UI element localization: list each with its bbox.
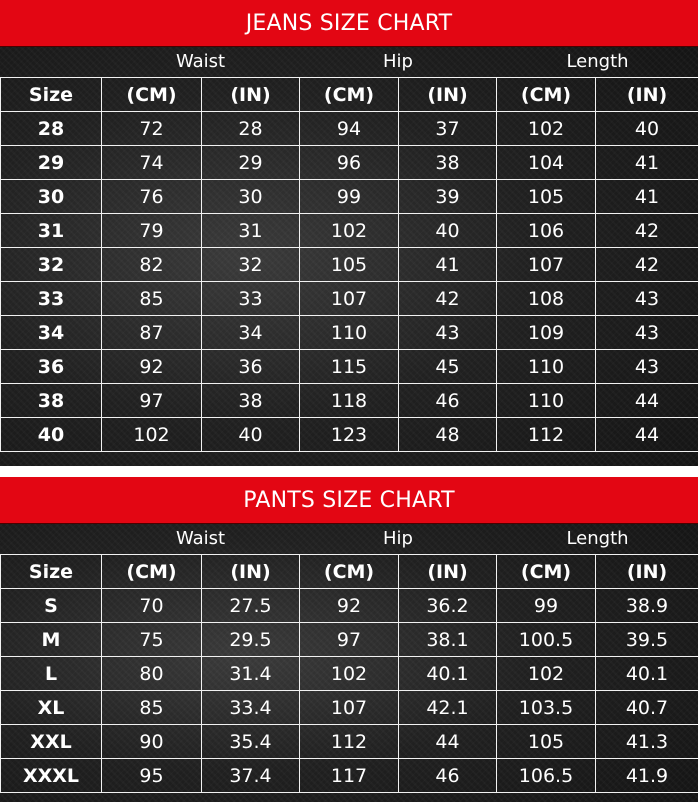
waist-cm-cell: 92 xyxy=(102,350,202,384)
waist-cm-cell: 74 xyxy=(102,146,202,180)
table-row xyxy=(1,214,698,248)
waist-in-cell: 36 xyxy=(202,350,300,384)
waist-in-cell: 37.4 xyxy=(202,759,300,793)
waist-in-cell: 29 xyxy=(202,146,300,180)
hip-cm-cell: 99 xyxy=(300,180,399,214)
waist-in-cell: 34 xyxy=(202,316,300,350)
size-cell: 34 xyxy=(1,316,102,350)
column-header-waist-cm: (CM) xyxy=(102,78,202,112)
length-cm-cell: 105 xyxy=(497,180,596,214)
waist-cm-cell: 97 xyxy=(102,384,202,418)
length-cm-cell: 102 xyxy=(497,112,596,146)
length-cm-cell: 99 xyxy=(497,589,596,623)
hip-in-cell: 40 xyxy=(399,214,497,248)
length-cm-cell: 112 xyxy=(497,418,596,452)
waist-in-cell: 31.4 xyxy=(202,657,300,691)
table-row xyxy=(1,316,698,350)
hip-in-cell: 39 xyxy=(399,180,497,214)
length-in-cell: 43 xyxy=(596,282,698,316)
length-cm-cell: 107 xyxy=(497,248,596,282)
hip-in-cell: 46 xyxy=(399,384,497,418)
hip-cm-cell: 107 xyxy=(300,282,399,316)
waist-cm-cell: 72 xyxy=(102,112,202,146)
table-row xyxy=(1,725,698,759)
waist-in-cell: 30 xyxy=(202,180,300,214)
group-header-hip: Hip xyxy=(383,528,413,549)
column-header-hip-in: (IN) xyxy=(399,78,497,112)
hip-in-cell: 45 xyxy=(399,350,497,384)
waist-in-cell: 31 xyxy=(202,214,300,248)
length-cm-cell: 100.5 xyxy=(497,623,596,657)
hip-in-cell: 42.1 xyxy=(399,691,497,725)
waist-cm-cell: 85 xyxy=(102,282,202,316)
length-in-cell: 38.9 xyxy=(596,589,698,623)
group-header-hip: Hip xyxy=(383,51,413,72)
hip-cm-cell: 123 xyxy=(300,418,399,452)
table-row xyxy=(1,350,698,384)
column-header-hip-in: (IN) xyxy=(399,555,497,589)
pants-table-body xyxy=(1,589,698,793)
length-cm-cell: 104 xyxy=(497,146,596,180)
hip-in-cell: 37 xyxy=(399,112,497,146)
hip-cm-cell: 105 xyxy=(300,248,399,282)
hip-in-cell: 48 xyxy=(399,418,497,452)
waist-cm-cell: 80 xyxy=(102,657,202,691)
group-header-length: Length xyxy=(566,528,629,549)
table-row xyxy=(1,146,698,180)
waist-cm-cell: 70 xyxy=(102,589,202,623)
hip-cm-cell: 102 xyxy=(300,214,399,248)
hip-cm-cell: 112 xyxy=(300,725,399,759)
hip-cm-cell: 92 xyxy=(300,589,399,623)
hip-in-cell: 38.1 xyxy=(399,623,497,657)
length-in-cell: 40.7 xyxy=(596,691,698,725)
length-cm-cell: 103.5 xyxy=(497,691,596,725)
jeans-chart-title: JEANS SIZE CHART xyxy=(0,0,698,47)
size-cell: S xyxy=(1,589,102,623)
waist-cm-cell: 95 xyxy=(102,759,202,793)
waist-in-cell: 27.5 xyxy=(202,589,300,623)
hip-in-cell: 46 xyxy=(399,759,497,793)
column-header-row xyxy=(1,555,698,589)
column-header-length-in: (IN) xyxy=(596,78,698,112)
group-header-waist: Waist xyxy=(175,51,226,72)
waist-cm-cell: 82 xyxy=(102,248,202,282)
hip-cm-cell: 97 xyxy=(300,623,399,657)
size-cell: 31 xyxy=(1,214,102,248)
length-cm-cell: 106.5 xyxy=(497,759,596,793)
table-row xyxy=(1,180,698,214)
jeans-size-table xyxy=(0,46,698,452)
column-header-hip-cm: (CM) xyxy=(300,78,399,112)
waist-in-cell: 28 xyxy=(202,112,300,146)
length-in-cell: 44 xyxy=(596,418,698,452)
hip-cm-cell: 117 xyxy=(300,759,399,793)
hip-in-cell: 36.2 xyxy=(399,589,497,623)
length-cm-cell: 108 xyxy=(497,282,596,316)
table-row xyxy=(1,623,698,657)
hip-in-cell: 41 xyxy=(399,248,497,282)
table-row xyxy=(1,112,698,146)
length-in-cell: 41 xyxy=(596,180,698,214)
waist-cm-cell: 102 xyxy=(102,418,202,452)
hip-cm-cell: 110 xyxy=(300,316,399,350)
hip-cm-cell: 96 xyxy=(300,146,399,180)
size-cell: 36 xyxy=(1,350,102,384)
waist-in-cell: 40 xyxy=(202,418,300,452)
length-cm-cell: 105 xyxy=(497,725,596,759)
table-row xyxy=(1,384,698,418)
table-row xyxy=(1,657,698,691)
column-header-size: Size xyxy=(1,555,102,589)
column-header-row xyxy=(1,78,698,112)
group-header-row xyxy=(1,523,698,555)
column-header-hip-cm: (CM) xyxy=(300,555,399,589)
pants-size-table xyxy=(0,523,698,793)
table-row xyxy=(1,691,698,725)
group-header-waist: Waist xyxy=(175,528,226,549)
hip-cm-cell: 115 xyxy=(300,350,399,384)
column-header-length-cm: (CM) xyxy=(497,78,596,112)
table-row xyxy=(1,589,698,623)
table-row xyxy=(1,418,698,452)
size-cell: 40 xyxy=(1,418,102,452)
hip-cm-cell: 102 xyxy=(300,657,399,691)
length-in-cell: 39.5 xyxy=(596,623,698,657)
waist-in-cell: 35.4 xyxy=(202,725,300,759)
waist-in-cell: 33.4 xyxy=(202,691,300,725)
size-cell: L xyxy=(1,657,102,691)
length-in-cell: 42 xyxy=(596,248,698,282)
hip-cm-cell: 107 xyxy=(300,691,399,725)
waist-cm-cell: 90 xyxy=(102,725,202,759)
waist-cm-cell: 87 xyxy=(102,316,202,350)
pants-chart-title: PANTS SIZE CHART xyxy=(0,477,698,524)
column-header-waist-in: (IN) xyxy=(202,555,300,589)
size-cell: 30 xyxy=(1,180,102,214)
table-row xyxy=(1,248,698,282)
length-cm-cell: 110 xyxy=(497,384,596,418)
waist-in-cell: 33 xyxy=(202,282,300,316)
hip-in-cell: 42 xyxy=(399,282,497,316)
hip-cm-cell: 118 xyxy=(300,384,399,418)
column-header-waist-cm: (CM) xyxy=(102,555,202,589)
length-cm-cell: 106 xyxy=(497,214,596,248)
size-cell: M xyxy=(1,623,102,657)
size-cell: 32 xyxy=(1,248,102,282)
length-cm-cell: 110 xyxy=(497,350,596,384)
length-in-cell: 40.1 xyxy=(596,657,698,691)
hip-cm-cell: 94 xyxy=(300,112,399,146)
waist-in-cell: 29.5 xyxy=(202,623,300,657)
length-in-cell: 40 xyxy=(596,112,698,146)
length-cm-cell: 102 xyxy=(497,657,596,691)
waist-cm-cell: 85 xyxy=(102,691,202,725)
group-header-length: Length xyxy=(566,51,629,72)
length-in-cell: 43 xyxy=(596,350,698,384)
length-in-cell: 41 xyxy=(596,146,698,180)
waist-in-cell: 32 xyxy=(202,248,300,282)
size-cell: 29 xyxy=(1,146,102,180)
size-cell: 33 xyxy=(1,282,102,316)
column-header-size: Size xyxy=(1,78,102,112)
size-cell: XXXL xyxy=(1,759,102,793)
table-row xyxy=(1,759,698,793)
length-in-cell: 41.3 xyxy=(596,725,698,759)
waist-cm-cell: 79 xyxy=(102,214,202,248)
column-header-length-cm: (CM) xyxy=(497,555,596,589)
length-in-cell: 44 xyxy=(596,384,698,418)
hip-in-cell: 44 xyxy=(399,725,497,759)
column-header-waist-in: (IN) xyxy=(202,78,300,112)
hip-in-cell: 40.1 xyxy=(399,657,497,691)
table-row xyxy=(1,282,698,316)
waist-cm-cell: 75 xyxy=(102,623,202,657)
size-cell: XXL xyxy=(1,725,102,759)
length-cm-cell: 109 xyxy=(497,316,596,350)
length-in-cell: 42 xyxy=(596,214,698,248)
length-in-cell: 41.9 xyxy=(596,759,698,793)
pants-size-chart xyxy=(0,477,698,802)
waist-cm-cell: 76 xyxy=(102,180,202,214)
size-cell: 28 xyxy=(1,112,102,146)
size-cell: 38 xyxy=(1,384,102,418)
length-in-cell: 43 xyxy=(596,316,698,350)
hip-in-cell: 43 xyxy=(399,316,497,350)
waist-in-cell: 38 xyxy=(202,384,300,418)
group-header-empty xyxy=(1,46,102,78)
jeans-table-body xyxy=(1,112,698,452)
group-header-row xyxy=(1,46,698,78)
column-header-length-in: (IN) xyxy=(596,555,698,589)
size-cell: XL xyxy=(1,691,102,725)
hip-in-cell: 38 xyxy=(399,146,497,180)
group-header-empty xyxy=(1,523,102,555)
